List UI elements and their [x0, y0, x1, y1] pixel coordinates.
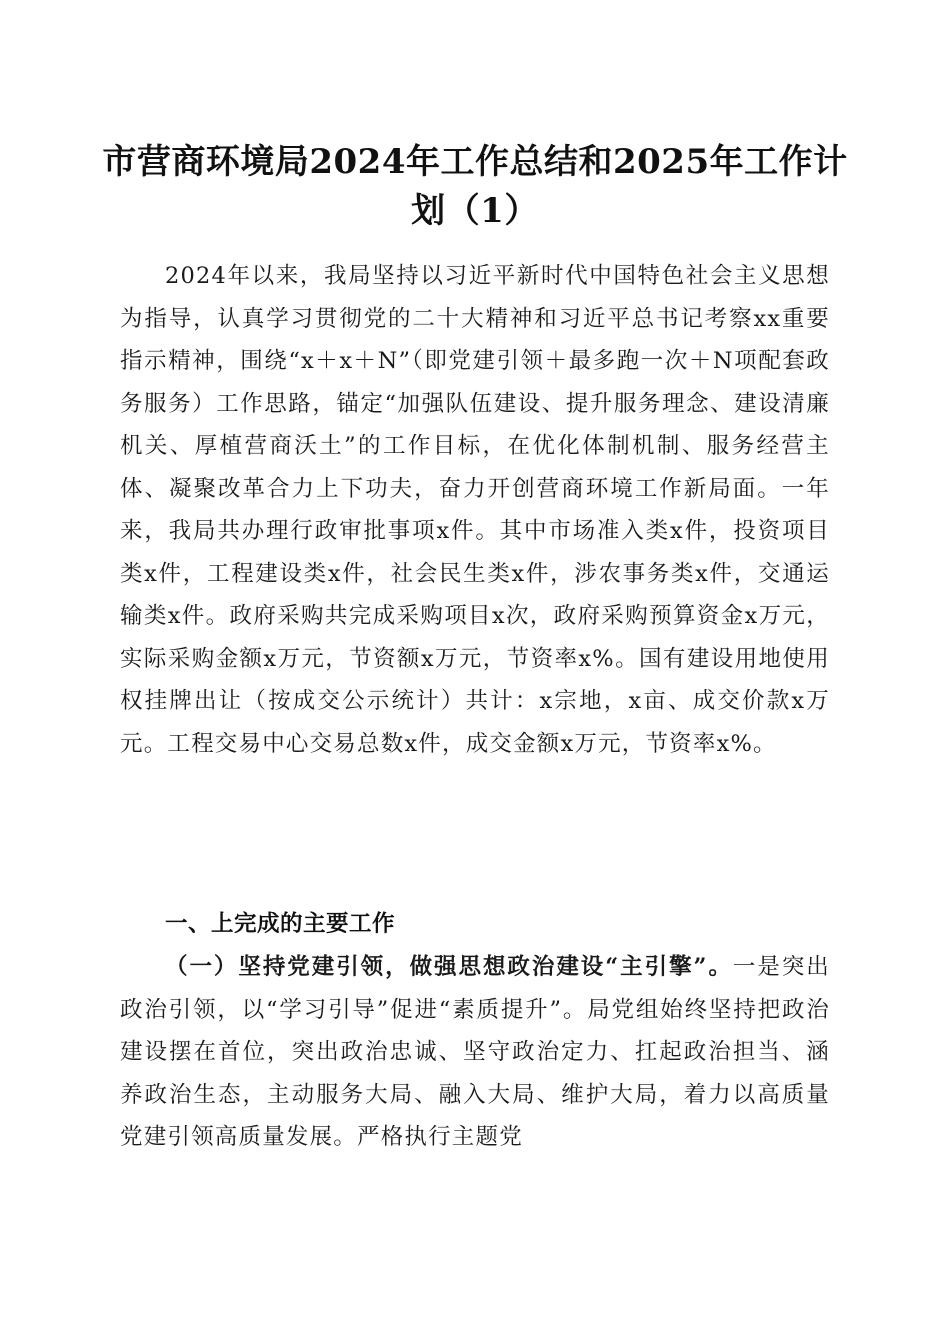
subsection-paragraph [120, 946, 830, 1159]
intro-paragraph: 2024年以来，我局坚持以习近平新时代中国特色社会主义思想为指导，认真学习贯彻党的二十大精神和习近平总书记考察xx重要指示精神，围绕“x＋x＋N”（即党建引领＋最多跑一次＋N项配套政务服务）工作思路，锚定“加强队伍建设、提升服务理念、建设清廉机关、厚植营商沃土”的工作目标，在优化体制机制、服务经营主体、凝聚改革合力上下功夫，奋力开创营商环境工作新局面。一年来，我局共办理行政审批事项x件。其中市场准入类x件，投资项目类x件，工程建设类x件，社会民生类x件，涉农事务类x件，交通运输类x件。政府采购共完成采购项目x次，政府采购预算资金x万元，实际采购金额x万元，节资额x万元，节资率x%。国有建设用地使用权挂牌出让（按成交公示统计）共计：x宗地，x亩、成交价款x万元。工程交易中心交易总数x件，成交金额x万元，节资率x%。 [120, 263, 830, 757]
subsection-body: 一是突出政治引领，以“学习引导”促进“素质提升”。局党组始终坚持把政治建设摆在首位，突出政治忠诚、坚守政治定力、扛起政治担当、涵养政治生态，主动服务大局、融入大局、维护大局，着力以高质量党建引领高质量发展。严格执行主题党 [120, 954, 831, 1150]
document-title: 市营商环境局2024年工作总结和2025年工作计划（1） [102, 142, 848, 231]
subsection-lead: （一）坚持党建引领，做强思想政治建设“主引擎”。 [165, 954, 733, 980]
section-heading: 一、上完成的主要工作 [165, 911, 396, 937]
